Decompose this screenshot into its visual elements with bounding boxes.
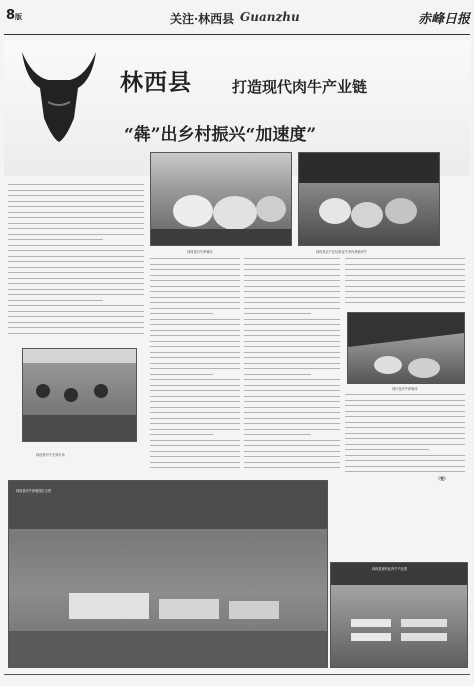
text-line bbox=[244, 280, 340, 281]
text-line bbox=[8, 239, 103, 240]
text-line bbox=[150, 445, 240, 446]
farm-interior-illustration-icon bbox=[348, 313, 464, 383]
text-line bbox=[150, 401, 240, 402]
header-rule bbox=[4, 34, 470, 35]
text-line bbox=[345, 466, 465, 467]
photo-caption: 林西县肉牛养殖场 bbox=[187, 250, 213, 254]
article-body-column bbox=[8, 184, 144, 342]
text-line bbox=[345, 455, 465, 456]
text-line bbox=[8, 217, 144, 218]
market-illustration-icon bbox=[23, 349, 136, 441]
text-line bbox=[244, 390, 340, 391]
text-line bbox=[150, 352, 240, 353]
text-line bbox=[244, 379, 340, 380]
text-line bbox=[8, 245, 144, 246]
text-line bbox=[8, 333, 144, 334]
text-line bbox=[345, 460, 465, 461]
text-line bbox=[244, 291, 340, 292]
text-line bbox=[8, 289, 144, 290]
text-line bbox=[244, 357, 340, 358]
text-line bbox=[150, 363, 240, 364]
text-line bbox=[345, 297, 465, 298]
footer-rule bbox=[4, 674, 470, 675]
text-line bbox=[244, 429, 340, 430]
text-line bbox=[345, 394, 465, 395]
headline-title: 打造现代肉牛产业链 bbox=[232, 78, 368, 96]
text-line bbox=[244, 363, 340, 364]
text-line bbox=[244, 412, 340, 413]
text-line bbox=[150, 368, 240, 369]
text-line bbox=[150, 407, 240, 408]
text-line bbox=[345, 400, 465, 401]
text-line bbox=[244, 308, 340, 309]
text-line bbox=[150, 456, 240, 457]
text-line bbox=[150, 346, 240, 347]
newspaper-name: 赤峰日报 bbox=[418, 12, 471, 27]
text-line bbox=[150, 412, 240, 413]
text-line bbox=[345, 471, 465, 472]
text-line bbox=[150, 341, 240, 342]
page-number: 8版 bbox=[6, 8, 23, 23]
barn-illustration-icon bbox=[299, 153, 439, 245]
text-line bbox=[345, 291, 465, 292]
text-line bbox=[345, 286, 465, 287]
text-line bbox=[244, 341, 340, 342]
section-title: 关注·林西县 bbox=[170, 12, 235, 26]
text-line bbox=[150, 374, 213, 375]
text-line bbox=[345, 444, 465, 445]
photo-market bbox=[22, 348, 137, 442]
text-line bbox=[345, 427, 465, 428]
text-line bbox=[8, 250, 144, 251]
text-line bbox=[244, 434, 311, 435]
text-line bbox=[8, 327, 144, 328]
photo-caption: 林西县现代化肉牛产业园 bbox=[372, 567, 408, 571]
text-line bbox=[244, 275, 340, 276]
text-line bbox=[150, 258, 240, 259]
text-line bbox=[345, 405, 465, 406]
text-line bbox=[244, 302, 340, 303]
text-line bbox=[8, 305, 144, 306]
text-line bbox=[8, 206, 144, 207]
text-line bbox=[8, 322, 144, 323]
bull-head-icon bbox=[18, 46, 100, 146]
text-line bbox=[150, 264, 240, 265]
text-line bbox=[150, 357, 240, 358]
article-end-mark: （完） bbox=[436, 476, 448, 481]
headline-subtitle: “犇”出乡村振兴“加速度” bbox=[124, 125, 317, 145]
aerial-park-illustration-icon bbox=[9, 481, 327, 667]
text-line bbox=[150, 313, 213, 314]
article-body-column bbox=[345, 258, 465, 308]
text-line bbox=[244, 330, 340, 331]
text-line bbox=[8, 195, 144, 196]
text-line bbox=[244, 264, 340, 265]
text-line bbox=[8, 184, 144, 185]
text-line bbox=[8, 267, 144, 268]
text-line bbox=[244, 418, 340, 419]
text-line bbox=[244, 368, 340, 369]
text-line bbox=[345, 302, 465, 303]
photo-caption: 林西县肉牛交易市场 bbox=[36, 453, 65, 457]
article-body-column bbox=[150, 258, 240, 476]
text-line bbox=[345, 269, 465, 270]
text-line bbox=[8, 212, 144, 213]
text-line bbox=[150, 269, 240, 270]
text-line bbox=[8, 316, 144, 317]
text-line bbox=[244, 319, 340, 320]
photo-caption: 林西县农户在标准化牛舍内养殖肉牛 bbox=[316, 250, 367, 254]
photo-aerial-park bbox=[8, 480, 328, 668]
text-line bbox=[8, 261, 144, 262]
text-line bbox=[8, 256, 144, 257]
text-line bbox=[244, 385, 340, 386]
text-line bbox=[244, 423, 340, 424]
text-line bbox=[150, 467, 240, 468]
text-line bbox=[150, 423, 240, 424]
text-line bbox=[345, 433, 465, 434]
text-line bbox=[150, 302, 240, 303]
text-line bbox=[345, 275, 465, 276]
industrial-park-illustration-icon bbox=[331, 563, 467, 667]
text-line bbox=[244, 352, 340, 353]
text-line bbox=[244, 440, 340, 441]
text-line bbox=[244, 297, 340, 298]
text-line bbox=[150, 390, 240, 391]
article-body-column bbox=[244, 258, 340, 476]
section-brand-italic: Guanzhu bbox=[240, 10, 300, 24]
text-line bbox=[150, 451, 240, 452]
text-line bbox=[244, 346, 340, 347]
text-line bbox=[244, 462, 340, 463]
photo-farm-interior bbox=[347, 312, 465, 384]
text-line bbox=[150, 291, 240, 292]
text-line bbox=[8, 283, 144, 284]
photo-aerial-industrial bbox=[330, 562, 468, 668]
text-line bbox=[150, 379, 240, 380]
text-line bbox=[8, 190, 144, 191]
text-line bbox=[244, 396, 340, 397]
text-line bbox=[150, 385, 240, 386]
text-line bbox=[8, 300, 103, 301]
text-line bbox=[150, 335, 240, 336]
text-line bbox=[244, 324, 340, 325]
text-line bbox=[150, 280, 240, 281]
text-line bbox=[150, 275, 240, 276]
text-line bbox=[150, 319, 240, 320]
text-line bbox=[8, 201, 144, 202]
text-line bbox=[345, 449, 429, 450]
text-line bbox=[150, 418, 240, 419]
text-line bbox=[8, 228, 144, 229]
text-line bbox=[8, 294, 144, 295]
text-line bbox=[244, 401, 340, 402]
text-line bbox=[244, 313, 311, 314]
text-line bbox=[150, 440, 240, 441]
text-line bbox=[8, 234, 144, 235]
text-line bbox=[345, 411, 465, 412]
text-line bbox=[8, 272, 144, 273]
text-line bbox=[150, 462, 240, 463]
text-line bbox=[345, 416, 465, 417]
photo-cattle-barn bbox=[298, 152, 440, 246]
text-line bbox=[150, 429, 240, 430]
text-line bbox=[8, 223, 144, 224]
text-line bbox=[244, 269, 340, 270]
article-body-column bbox=[345, 394, 465, 478]
text-line bbox=[345, 264, 465, 265]
text-line bbox=[345, 422, 465, 423]
headline-county: 林西县 bbox=[120, 69, 192, 96]
text-line bbox=[244, 407, 340, 408]
text-line bbox=[244, 445, 340, 446]
text-line bbox=[345, 258, 465, 259]
text-line bbox=[150, 396, 240, 397]
photo-caption: 现代化肉牛养殖场 bbox=[392, 387, 418, 391]
photo-caption: 林西县肉牛养殖园区全景 bbox=[16, 489, 52, 493]
text-line bbox=[345, 280, 465, 281]
text-line bbox=[150, 297, 240, 298]
text-line bbox=[244, 456, 340, 457]
text-line bbox=[150, 434, 213, 435]
photo-cattle-close bbox=[150, 152, 292, 246]
text-line bbox=[244, 374, 311, 375]
text-line bbox=[150, 308, 240, 309]
text-line bbox=[8, 278, 144, 279]
text-line bbox=[345, 438, 465, 439]
text-line bbox=[244, 258, 340, 259]
text-line bbox=[244, 286, 340, 287]
cattle-illustration-icon bbox=[151, 153, 291, 245]
text-line bbox=[244, 451, 340, 452]
text-line bbox=[8, 311, 144, 312]
text-line bbox=[150, 286, 240, 287]
text-line bbox=[244, 467, 340, 468]
text-line bbox=[150, 324, 240, 325]
text-line bbox=[150, 330, 240, 331]
text-line bbox=[244, 335, 340, 336]
